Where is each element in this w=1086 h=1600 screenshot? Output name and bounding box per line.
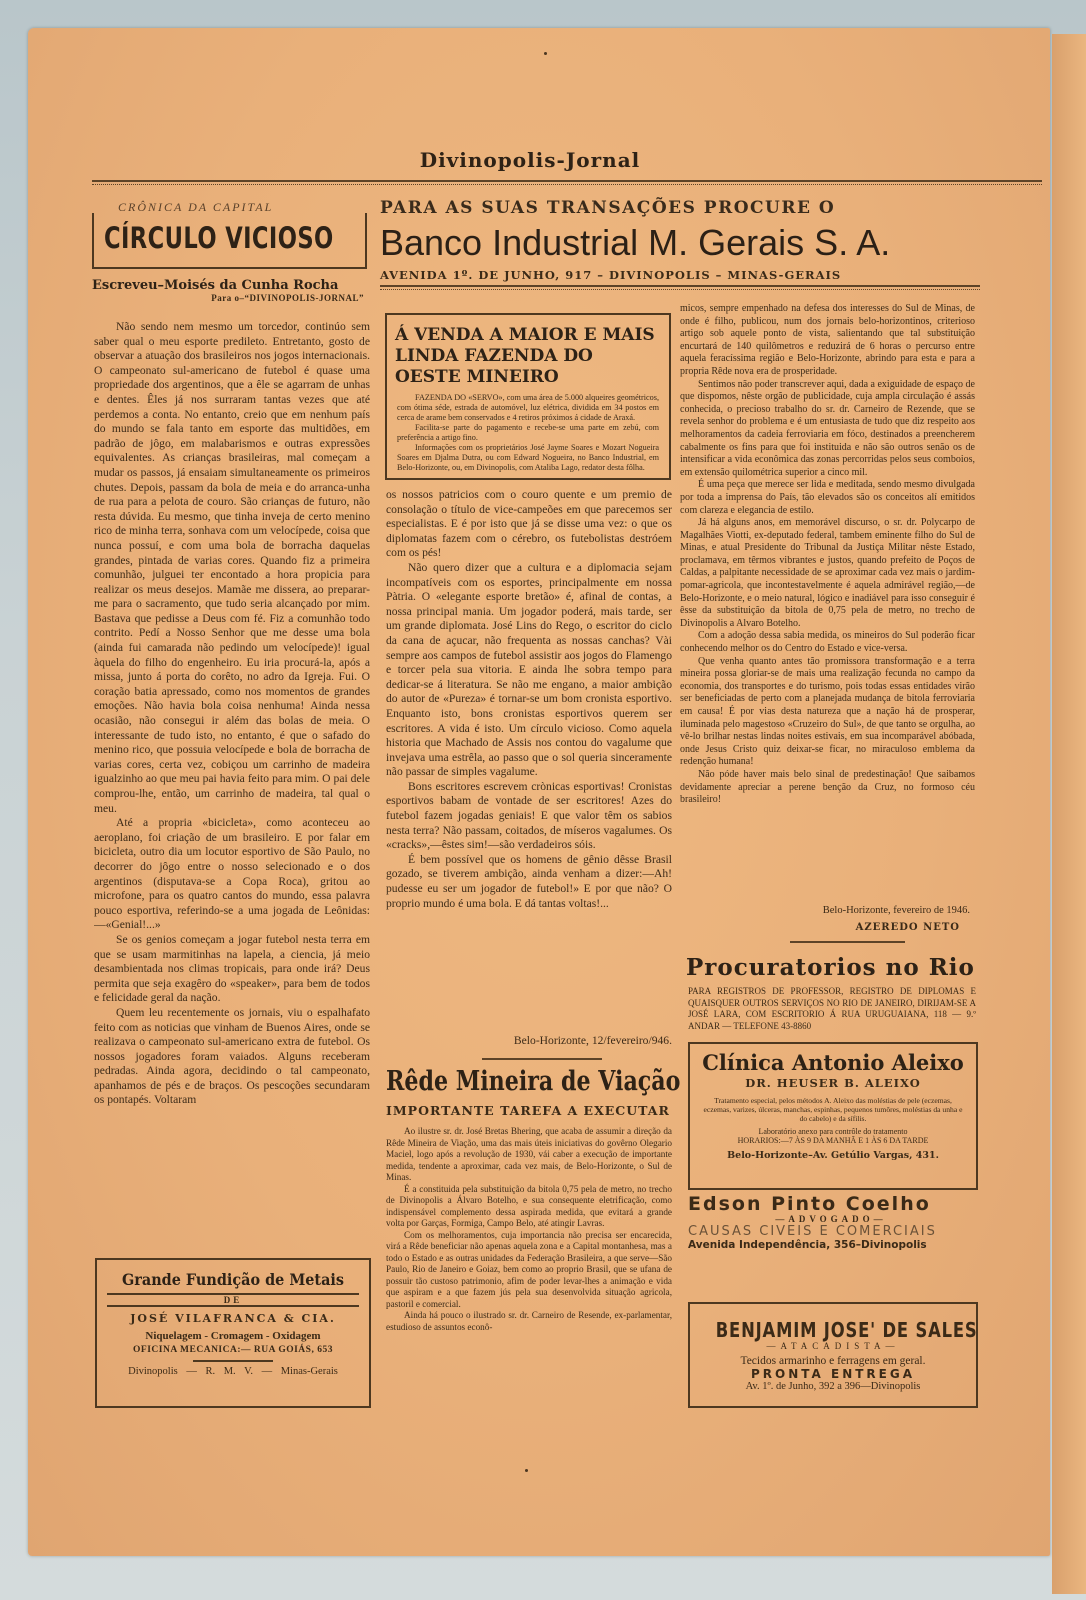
edson-ad <box>688 1193 988 1251</box>
edson-specialty: CAUSAS CIVEIS E COMERCIAIS <box>688 1224 937 1239</box>
bank-rule <box>380 285 980 290</box>
rede-paragraph: Sentimos não poder transcrever aqui, dada a exiguidade de espaço de que dispomos, nêste orgão de publicidade, cuja ampla circulação é assás conhecida, o precioso trabalho do sr. dr. Carneiro de Rezende, que se revela senhor do problema e é um entusiasta de tudo que diz respeito aos melhoramentos da cadeia ferroviaria em fóco, destinados a preencherem cabalmente os fins para que foi instituida e não são outros senão os de intensificar a vida econômica das zonas percorridas pelos seus comboios, em extensão quilométrica superior a cinco mil. <box>680 378 975 478</box>
benjamim-address: Av. 1º. de Junho, 392 a 396—Divinopolis <box>745 1381 921 1392</box>
rede-paragraph: micos, sempre empenhado na defesa dos interesses do Sul de Minas, de onde é filho, publicou, num dos jornais belo-horizontinos, criterioso artigo sob aquele ponto de vista, salientando que tal substituição encurtará de 140 quilômetros e reduzirá de 6 horas o percurso entre aquela feracíssima região e Belo-Horizonte, abrindo para esta e para a propria Rêde nova era de prosperidade. <box>680 303 975 377</box>
fazenda-paragraph: FAZENDA DO «SERVO», com uma área de 5.000 alqueires geométricos, com ótima séde, estrada de automóvel, luz elétrica, dividida em 34 postos em cerca de arame bem conservados e 4 retiros próximos á cidade de Araxá. <box>397 393 659 422</box>
clinica-lab: Laboratório anexo para contrôle do tratamento <box>758 1127 908 1136</box>
cronica-paragraph: Se os genios começam a jogar futebol nesta terra em que se usam marmitinhas na lapela, a ciencia, já meio desambientada nos climas tropicais, para onde irá? Deus permita que seja exagêro do «speaker», para bem de todos e felicidade geral da nação. <box>94 932 370 1005</box>
benjamim-text: Tecidos armarinho e ferragens em geral. <box>740 1355 926 1367</box>
bank-pre: PARA AS SUAS TRANSAÇÕES PROCURE O <box>380 198 836 218</box>
fundicao-workshop: OFICINA MECANICA:— RUA GOIÁS, 653 <box>133 1345 333 1355</box>
fazenda-title: Á VENDA A MAIOR E MAIS LINDA FAZENDA DO OESTE MINEIRO <box>395 325 655 387</box>
rede-author: AZEREDO NETO <box>855 922 960 933</box>
bank-address: AVENIDA 1º. DE JUNHO, 917 – DIVINOPOLIS – MINAS-GERAIS <box>380 268 842 282</box>
benjamim-delivery: PRONTA ENTREGA <box>751 1367 915 1381</box>
cronica-paragraph: Bons escritores escrevem crònicas esportivas! Cronistas esportivos babam de vontade de ser escritores! Azes do futebol fazem jogadas geniais! E que valor têm os sabios nesta terra? Não passam, coitados, de míseros vagalumes. Os «cracks»,—êstes sim!—são verdadeiros sóis. <box>386 779 672 852</box>
rede-end-rule <box>790 941 905 943</box>
cronica-dateline: Belo-Horizonte, 12/fevereiro/946. <box>513 1034 672 1047</box>
fazenda-paragraph: Informações com os proprietários José Jayme Soares e Mozart Nogueira Soares em Djalma Dutra, ou com Edward Nogueira, no Banco Industrial, em Belo-Horizonte, ou, em Divinopolis, com Ataliba Lago, redator desta fôlha. <box>397 443 659 472</box>
procuratorios-text: PARA REGISTROS DE PROFESSOR, REGISTRO DE DIPLOMAS E QUAISQUER OUTROS SERVIÇOS NO RIO DE JANEIRO, DIRIJAM-SE A JOSÉ LARA, COM ESCRITORIO Á RUA URUGUAIANA, 118 — 9.º ANDAR — TELEFONE 43-8860 <box>688 986 976 1031</box>
masthead: Divinopolis-Jornal <box>419 148 641 172</box>
bank-name: Banco Industrial M. Gerais S. A. <box>380 222 891 263</box>
rede-paragraph: Ainda há pouco o ilustrado sr. dr. Carneiro de Resende, ex-parlamentar, estudioso de assuntos econô- <box>386 1310 672 1332</box>
rede-paragraph: Não póde haver mais belo sinal de predestinação! Que saibamos devidamente apreciar a perene benção da Cruz, no formoso céu brasileiro! <box>680 768 975 806</box>
fundicao-de: DE <box>107 1293 359 1307</box>
cronica-byline-sub: Para o–“DIVINOPOLIS-JORNAL” <box>211 293 364 303</box>
rede-paragraph: Já há alguns anos, em memorável discurso, o sr. dr. Polycarpo de Magalhães Viotti, ex-deputado federal, tambem eminente filho do Sul de Minas, e atual Presidente do Tribunal da Justiça Militar nêste Estado, proclamava, em têrmos vibrantes e justos, quando prefeito de Poços de Caldas, a palpitante necessidade de se aproximar cada vez mais o jardim-pomar-agricola, que incontestavelmente é aquela admirável região,—de Belo-Horizonte, e o meio natural, lógico e inadiável para isso conseguir é êsse da substituição da bitola de 0,75 pela de metro, no trecho de Divinopolis a Alvaro Botelho. <box>680 517 975 629</box>
cronica-paragraph: os nossos patricios com o couro quente e um premio de consolação o título de vice-campeões em que parecemos ser especialistas. E é por isto que já se disse uma vez: o que os diplomatas fazem com o cérebro, os futebolistas destróem com os pés! <box>386 488 672 560</box>
clinica-address: Belo-Horizonte–Av. Getúlio Vargas, 431. <box>727 1150 939 1161</box>
cronica-title-box <box>92 213 367 269</box>
next-page-edge <box>1052 34 1086 1594</box>
benjamim-ad <box>688 1302 978 1408</box>
cronica-byline: Escreveu–Moisés da Cunha Rocha <box>92 278 339 293</box>
clinica-ad <box>688 1042 978 1190</box>
clinica-title: Clínica Antonio Aleixo <box>702 1050 964 1075</box>
rede-body <box>386 1126 672 1411</box>
benjamim-name: BENJAMIM JOSE' DE SALES <box>715 1318 978 1342</box>
fundicao-company: JOSÉ VILAFRANCA & CIA. <box>130 1312 336 1325</box>
rede-paragraph: Com a adoção dessa sabia medida, os mineiros do Sul poderão ficar conhecendo melhor os do Centro do Estado e vice-versa. <box>680 630 975 655</box>
paper-speck <box>544 52 547 55</box>
rede-paragraph: É uma peça que merece ser lida e meditada, sendo mesmo divulgada por toda a imprensa do País, tão elevados são os conceitos alí emitidos com clareza e elegancia de estilo. <box>680 479 975 516</box>
rede-paragraph: Que venha quanto antes tão promissora transformação e a terra mineira possa gloriar-se de mais uma realização fecunda no campo da economia, dos transportes e do turismo, pois todas essas entidades virão ser beneficiadas de perto com a planejada mudança de bitola ferroviaria em causa! É por vias desta natureza que a nação há de prosperar, iluminada pelo magestoso «Cruzeiro do Sul», de que tanto se orgulha, ao vê-lo brilhar nestas lindas noites estivais, em sua incomparável abóbada, onde Jesus Cristo quiz deixar-se ficar, no miraculoso emblema da redenção humana! <box>680 655 975 768</box>
edson-address: Avenida Independência, 356–Divinopolis <box>688 1239 927 1251</box>
fundicao-ad <box>95 1258 371 1408</box>
fundicao-footer: Divinopolis — R. M. V. — Minas-Gerais <box>128 1366 338 1377</box>
edson-name: Edson Pinto Coelho <box>688 1193 931 1215</box>
masthead-rule <box>92 180 1042 185</box>
rede-subtitle: IMPORTANTE TAREFA A EXECUTAR <box>386 1103 670 1118</box>
rede-dateline: Belo-Horizonte, fevereiro de 1946. <box>822 905 970 916</box>
rede-paragraph: É a constituida pela substituição da bitola 0,75 pela de metro, no trecho de Divinopolis a Álvaro Botelho, e sua consequente eletrificação, como indispensável complemento dessa aspirada medida, que evitará a grande volta por Garças, Formiga, Campo Belo, até atingir Lavras. <box>386 1183 672 1228</box>
fundicao-divider <box>193 1360 273 1362</box>
cronica-paragraph: É bem possível que os homens de gênio dêsse Brasil gozado, se tiverem ambição, ainda venham a dizer:—Ah! pudesse eu ser um jogador de futebol!» E por que não? O proprio mundo é uma bola. E dá tantas voltas!... <box>386 852 672 910</box>
cronica-paragraph: Não sendo nem mesmo um torcedor, continúo sem saber qual o meu esporte predileto. Entretanto, gosto de observar a atuação dos brasileiros nos jogos internacionais. O campeonato sul-americano de futebol é quase uma propriedade dos argentinos, que a êle se agarram de unhas e dentes. Êles já nos surraram tantas vezes que até perdemos a conta. No entanto, creio que em nenhum país do mundo se fala tanto em esporte das multidões, em padrão de jôgo, em malabarismos e outras expressões equivalentes. As crianças brasileiras, mal começam a mudar os passos, já ensaiam simultaneamente os primeiros chutes. Depois, passam da bola de meia e do arranca-unha de rua para a pelota de couro. São crianças de futuro, não resta dúvida. Eu mesmo, que tinha inveja de certo menino rico de minha terra, sonhava com um velocípede, coisa que nunca possuí, e com uma bola de borracha daquelas grandes, pintada de varias cores. Quando fiz a primeira comunhão, julguei ter encontado a hora propicia para realizar os meus desejos. Mamãe me dissera, ao preparar-me para o sacramento, que tudo seria alcançado por mim. Bastava que pedisse a Deus com fé. Fiz a comunhão todo contrito. Pedí a Nosso Senhor que me desse uma bola (ainda fui camarada não pedindo um velocípede)! igual àquela do filho do engenheiro. Eu iria procurá-la, após a missa, junto á porta do corêto, no adro da Igreja. Fui. O coração batia apressado, como nos momentos de grandes emoções. Não havia bola coisa nenhuma! Ainda nessa ocasião, não consegui ir além das bolas de meia. O interessante de tudo isto, no entanto, é que o safado do menino rico, que possuia velocípede e bola de borracha de varias cores, certa vez, cobiçou um carrinho de madeira igualzinho ao que meu pai havia feito para mim. O pai dele comprou-lhe, então, um carrinho de madeira, tal qual o meu. <box>94 320 370 815</box>
fazenda-paragraph: Facilita-se parte do pagamento e recebe-se uma parte em zebú, com preferência a artigo fino. <box>397 423 659 442</box>
cronica-label: CRÔNICA DA CAPITAL <box>118 200 274 214</box>
benjamim-role: —ATACADISTA— <box>766 1341 900 1351</box>
clinica-doctor: DR. HEUSER B. ALEIXO <box>745 1076 921 1090</box>
rede-continuation <box>680 303 975 898</box>
cronica-title: CÍRCULO VICIOSO <box>104 221 334 255</box>
fazenda-ad <box>385 313 671 480</box>
cronica-end-rule <box>482 1058 602 1060</box>
cronica-body <box>94 320 370 1255</box>
cronica-paragraph: Quem leu recentemente os jornais, viu o espalhafato feito com as noticias que vinham de Buenos Aires, onde se realizava o campeonato sul-americano extra de futebol. Os nossos jogadores foram vaiados. Alguns receberam pedradas. Ainda agora, decidindo o tal campeonato, apanhamos de pés e de braços. Os pescoções secundaram os pontapés. Voltaram <box>94 1005 370 1107</box>
rede-title: Rêde Mineira de Viação <box>386 1066 681 1097</box>
clinica-text: Tratamento especial, pelos métodos A. Aleixo das moléstias de pele (eczemas, eczemas, varizes, úlceras, manchas, espinhas, pequenos tumôres, moléstias da unha e do cabelo) e da sífilis. <box>703 1096 963 1123</box>
rede-paragraph: Com os melhoramentos, cuja importancia não precisa ser encarecida, virá a Rêde beneficiar não apenas aquela zona e a Capital montanhesa, mas a todo o Estado e as outras unidades da Federação Brasileira, a que serve—São Paulo, Rio de Janeiro e Goiaz, bem como ao proprio Brasil, que se ufana de possuir tão custoso patrimonio, afim de poder levar-lhes a animação e vida que aspiram e a que fazem jús pela sua desenvolvida situação agricola, pastoril e comercial. <box>386 1229 672 1309</box>
clinica-hours: HORARIOS:—7 ÀS 9 DA MANHÃ E 1 ÀS 6 DA TARDE <box>737 1136 929 1145</box>
cronica-paragraph: Não quero dizer que a cultura e a diplomacia sejam incompatíveis com os esportes, principalmente em nossa Pàtria. O «elegante esporte bretão» é, afinal de contas, a nossa principal mania. Um jogador poderá, mais tarde, ser um grande diplomata. José Lins do Rego, o escritor do ciclo da cana de açucar, não frequenta as nossas canchas? Vài sempre aos campos de futebol assistir aos jogos do Flamengo e torcer pela sua vitoria. E ainda lhe sobra tempo para dedicar-se á literatura. Se não me engano, a maior ambição do autor de «Pureza» é tornar-se um bom cronista esportivo. Enquanto isto, bons cronistas esportivos querem ser escritores. A vida é isto. Um círculo vicioso. Como aquela historia que Machado de Assis nos contou do vagalume que invejava uma estrêla, ao passo que o sol queria sinceramente não passar de simples vagalume. <box>386 560 672 779</box>
cronica-continuation <box>386 488 672 1028</box>
cronica-paragraph: Até a propria «bicicleta», como aconteceu ao aeroplano, foi criação de um brasileiro. E por falar em bicicleta, outro dia um locutor esportivo de São Paulo, no decorrer do jôgo entre o nosso selecionado e o dos argentinos (disputava-se a Copa Roca), gritou ao microfone, para os quatro cantos do mundo, essa palavra pouco esportiva, referindo-se a uma jogada de Leônidas:—«Genial!...» <box>94 816 370 932</box>
fundicao-services: Niquelagem - Cromagem - Oxidagem <box>145 1330 321 1342</box>
procuratorios-title: Procuratorios no Rio <box>686 954 975 981</box>
edson-role: —ADVOGADO— <box>775 1214 887 1224</box>
fundicao-title: Grande Fundição de Metais <box>121 1270 344 1289</box>
fazenda-body <box>397 393 659 473</box>
paper-speck <box>525 1469 528 1472</box>
rede-paragraph: Ao ilustre sr. dr. José Bretas Bhering, que acaba de assumir a direção da Rêde Mineira de Viação, uma das mais úteis iniciativas do govêrno Olegario Maciel, logo após a revolução de 1930, vái caber a execução de importante medida, tendente a aproximar, cada vez mais, de Belo-Horizonte, o Sul de Minas. <box>386 1126 672 1182</box>
cronica-header <box>92 200 367 269</box>
